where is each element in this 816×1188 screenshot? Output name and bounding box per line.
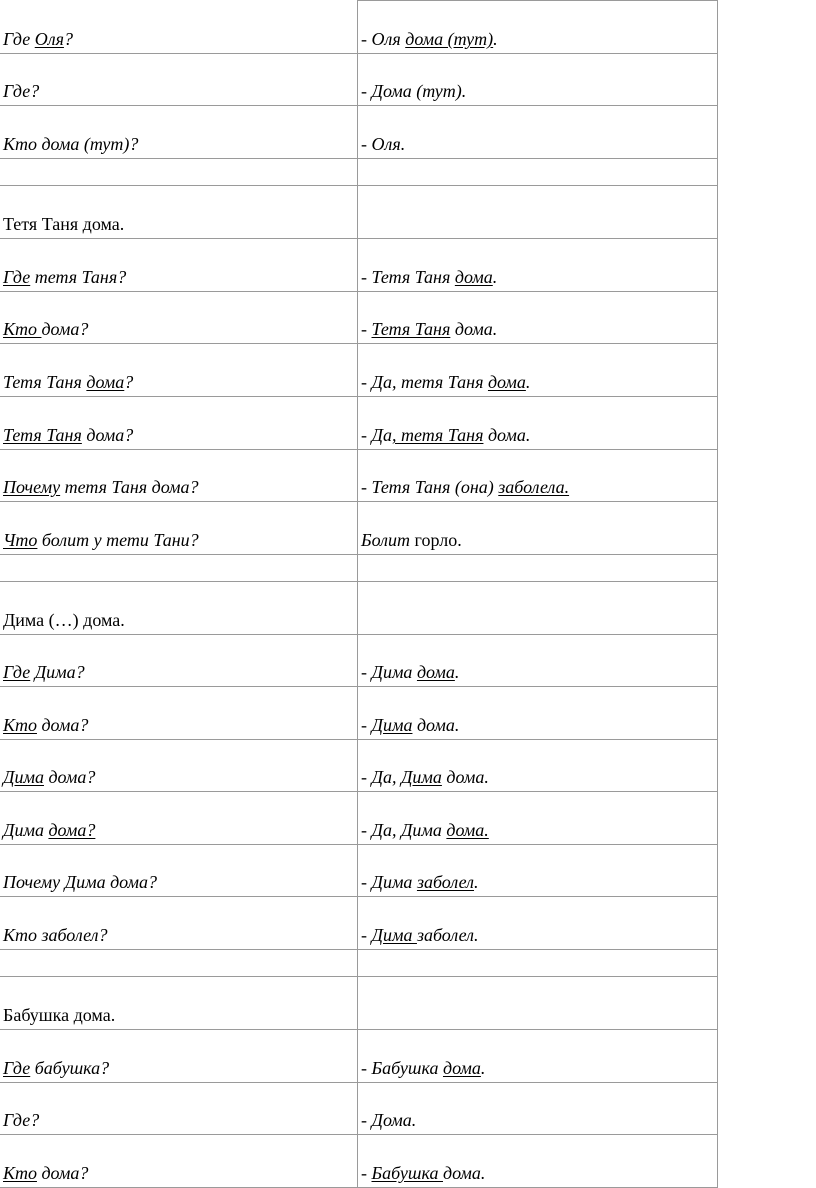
text-segment: дома. xyxy=(483,425,531,445)
table-row-border xyxy=(0,343,718,344)
question-cell xyxy=(3,1005,115,1025)
question-cell xyxy=(3,1110,39,1130)
text-segment: Почему Дима дома? xyxy=(3,872,157,892)
text-segment: Тетя Таня xyxy=(371,319,451,339)
answer-cell xyxy=(361,134,405,154)
text-segment: . xyxy=(525,372,531,392)
answer-cell xyxy=(361,872,479,892)
table-row-border xyxy=(0,739,718,740)
text-segment: Где xyxy=(3,267,31,287)
question-cell xyxy=(3,477,199,497)
question-cell xyxy=(3,425,133,445)
answer-cell xyxy=(361,425,530,445)
text-segment: - xyxy=(361,715,372,735)
table-row-border xyxy=(0,501,718,502)
text-segment: Где xyxy=(3,29,35,49)
text-segment: . xyxy=(493,29,498,49)
text-segment: - xyxy=(361,925,372,945)
question-cell xyxy=(3,267,126,287)
text-segment: Почему xyxy=(3,477,61,497)
table-row-border xyxy=(0,1134,718,1135)
text-segment: заболел. xyxy=(416,925,479,945)
text-segment: - Да xyxy=(361,425,392,445)
answer-cell xyxy=(361,1110,416,1130)
text-segment: - Дима xyxy=(361,872,417,892)
table-row-border xyxy=(0,158,718,159)
text-segment: Кто xyxy=(3,715,37,735)
text-segment: - Дома (тут). xyxy=(361,81,467,101)
table-column-divider xyxy=(357,0,358,1188)
text-segment: тетя Таня? xyxy=(30,267,127,287)
text-segment: . xyxy=(474,872,479,892)
answer-cell xyxy=(361,477,569,497)
answer-cell xyxy=(361,81,466,101)
question-cell xyxy=(3,820,95,840)
question-cell xyxy=(3,715,88,735)
table-row-border xyxy=(0,949,718,950)
text-segment: дома. xyxy=(441,767,489,787)
text-segment: дома xyxy=(442,1058,481,1078)
text-segment: Кто xyxy=(3,319,42,339)
text-segment: - Дима xyxy=(361,662,417,682)
text-segment: Кто xyxy=(3,1163,37,1183)
table-row-border xyxy=(0,449,718,450)
text-segment: дома? xyxy=(36,715,89,735)
text-segment: - Оля. xyxy=(361,134,406,154)
table-row-border xyxy=(0,1029,718,1030)
text-segment: Тетя Таня xyxy=(3,425,82,445)
text-segment: - Да, Дима xyxy=(361,820,447,840)
answer-cell xyxy=(361,29,498,49)
text-segment: дома xyxy=(86,372,125,392)
text-segment: Дима xyxy=(400,767,442,787)
text-segment: Дима xyxy=(371,925,417,945)
text-segment: . xyxy=(492,267,498,287)
text-segment: Бабушка дома. xyxy=(3,1005,116,1025)
table-row-border xyxy=(0,291,718,292)
text-segment: - xyxy=(361,1163,372,1183)
answer-cell xyxy=(361,319,497,339)
table-row-border xyxy=(0,976,718,977)
question-cell xyxy=(3,530,199,550)
table-row-border xyxy=(0,896,718,897)
table-row-border xyxy=(0,581,718,582)
text-segment: Где? xyxy=(3,1110,40,1130)
text-segment: Дима xyxy=(3,820,49,840)
answer-cell xyxy=(361,925,479,945)
text-segment: Дима xyxy=(371,715,413,735)
table-top-border xyxy=(357,0,718,1)
text-segment: Где xyxy=(3,662,31,682)
table-row-border xyxy=(0,238,718,239)
text-segment: дома xyxy=(416,662,455,682)
text-segment: - Да, тетя Таня xyxy=(361,372,488,392)
table-row-border xyxy=(0,686,718,687)
question-cell xyxy=(3,1163,88,1183)
table-row-border xyxy=(0,53,718,54)
text-segment: - xyxy=(361,319,372,339)
question-cell xyxy=(3,925,108,945)
text-segment: дома? xyxy=(81,425,134,445)
answer-cell xyxy=(361,820,489,840)
text-segment: бабушка? xyxy=(30,1058,110,1078)
question-cell xyxy=(3,662,85,682)
text-segment: Оля xyxy=(34,29,64,49)
text-segment: дома (тут) xyxy=(405,29,494,49)
text-segment: Кто заболел? xyxy=(3,925,108,945)
question-cell xyxy=(3,81,39,101)
text-segment: дома? xyxy=(41,319,89,339)
table-row-border xyxy=(0,634,718,635)
text-segment: заболел xyxy=(416,872,475,892)
text-segment: горло. xyxy=(410,530,462,550)
answer-cell xyxy=(361,267,497,287)
text-segment: Что xyxy=(3,530,38,550)
text-segment: - Тетя Таня xyxy=(361,267,455,287)
text-segment: Болит xyxy=(361,530,411,550)
text-segment: - Дома. xyxy=(361,1110,417,1130)
text-segment: дома? xyxy=(48,820,96,840)
text-segment: Бабушка xyxy=(371,1163,443,1183)
text-segment: Тетя Таня xyxy=(3,372,87,392)
text-segment: Дима (…) дома. xyxy=(3,610,125,630)
text-segment: дома. xyxy=(442,1163,486,1183)
text-segment: заболела. xyxy=(498,477,570,497)
question-cell xyxy=(3,872,157,892)
text-segment: дома xyxy=(487,372,526,392)
table-row-border xyxy=(0,185,718,186)
text-segment: Кто дома (тут)? xyxy=(3,134,139,154)
text-segment: - Тетя Таня (она) xyxy=(361,477,499,497)
table-row-border xyxy=(0,1082,718,1083)
table-row-border xyxy=(0,554,718,555)
text-segment: - Да, xyxy=(361,767,401,787)
text-segment: ? xyxy=(63,29,73,49)
text-segment: , тетя Таня xyxy=(391,425,484,445)
answer-cell xyxy=(361,530,462,550)
text-segment: дома xyxy=(454,267,493,287)
text-segment: дома. xyxy=(446,820,489,840)
text-segment: Где? xyxy=(3,81,40,101)
table-row-border xyxy=(0,105,718,106)
answer-cell xyxy=(361,372,530,392)
text-segment: . xyxy=(480,1058,486,1078)
text-segment: дома. xyxy=(412,715,460,735)
text-segment: Дима xyxy=(3,767,44,787)
answer-cell xyxy=(361,1058,485,1078)
question-cell xyxy=(3,610,125,630)
question-cell xyxy=(3,214,124,234)
table-row-border xyxy=(0,791,718,792)
table-right-border xyxy=(717,0,718,1188)
text-segment: дома? xyxy=(43,767,96,787)
question-cell xyxy=(3,372,133,392)
text-segment: дома? xyxy=(36,1163,89,1183)
table-row-border xyxy=(0,844,718,845)
text-segment: тетя Таня дома? xyxy=(60,477,199,497)
question-cell xyxy=(3,767,95,787)
text-segment: Где xyxy=(3,1058,31,1078)
answer-cell xyxy=(361,1163,485,1183)
answer-cell xyxy=(361,662,459,682)
text-segment: ? xyxy=(124,372,134,392)
question-cell xyxy=(3,1058,109,1078)
text-segment: - Оля xyxy=(361,29,406,49)
text-segment: - Бабушка xyxy=(361,1058,443,1078)
text-segment: . xyxy=(454,662,460,682)
table-row-border xyxy=(0,396,718,397)
answer-cell xyxy=(361,715,459,735)
question-cell xyxy=(3,134,138,154)
text-segment: дома. xyxy=(450,319,498,339)
text-segment: Тетя Таня дома. xyxy=(3,214,125,234)
text-segment: Дима? xyxy=(30,662,85,682)
answer-cell xyxy=(361,767,489,787)
question-cell xyxy=(3,319,88,339)
question-cell xyxy=(3,29,73,49)
text-segment: болит у тети Тани? xyxy=(37,530,199,550)
